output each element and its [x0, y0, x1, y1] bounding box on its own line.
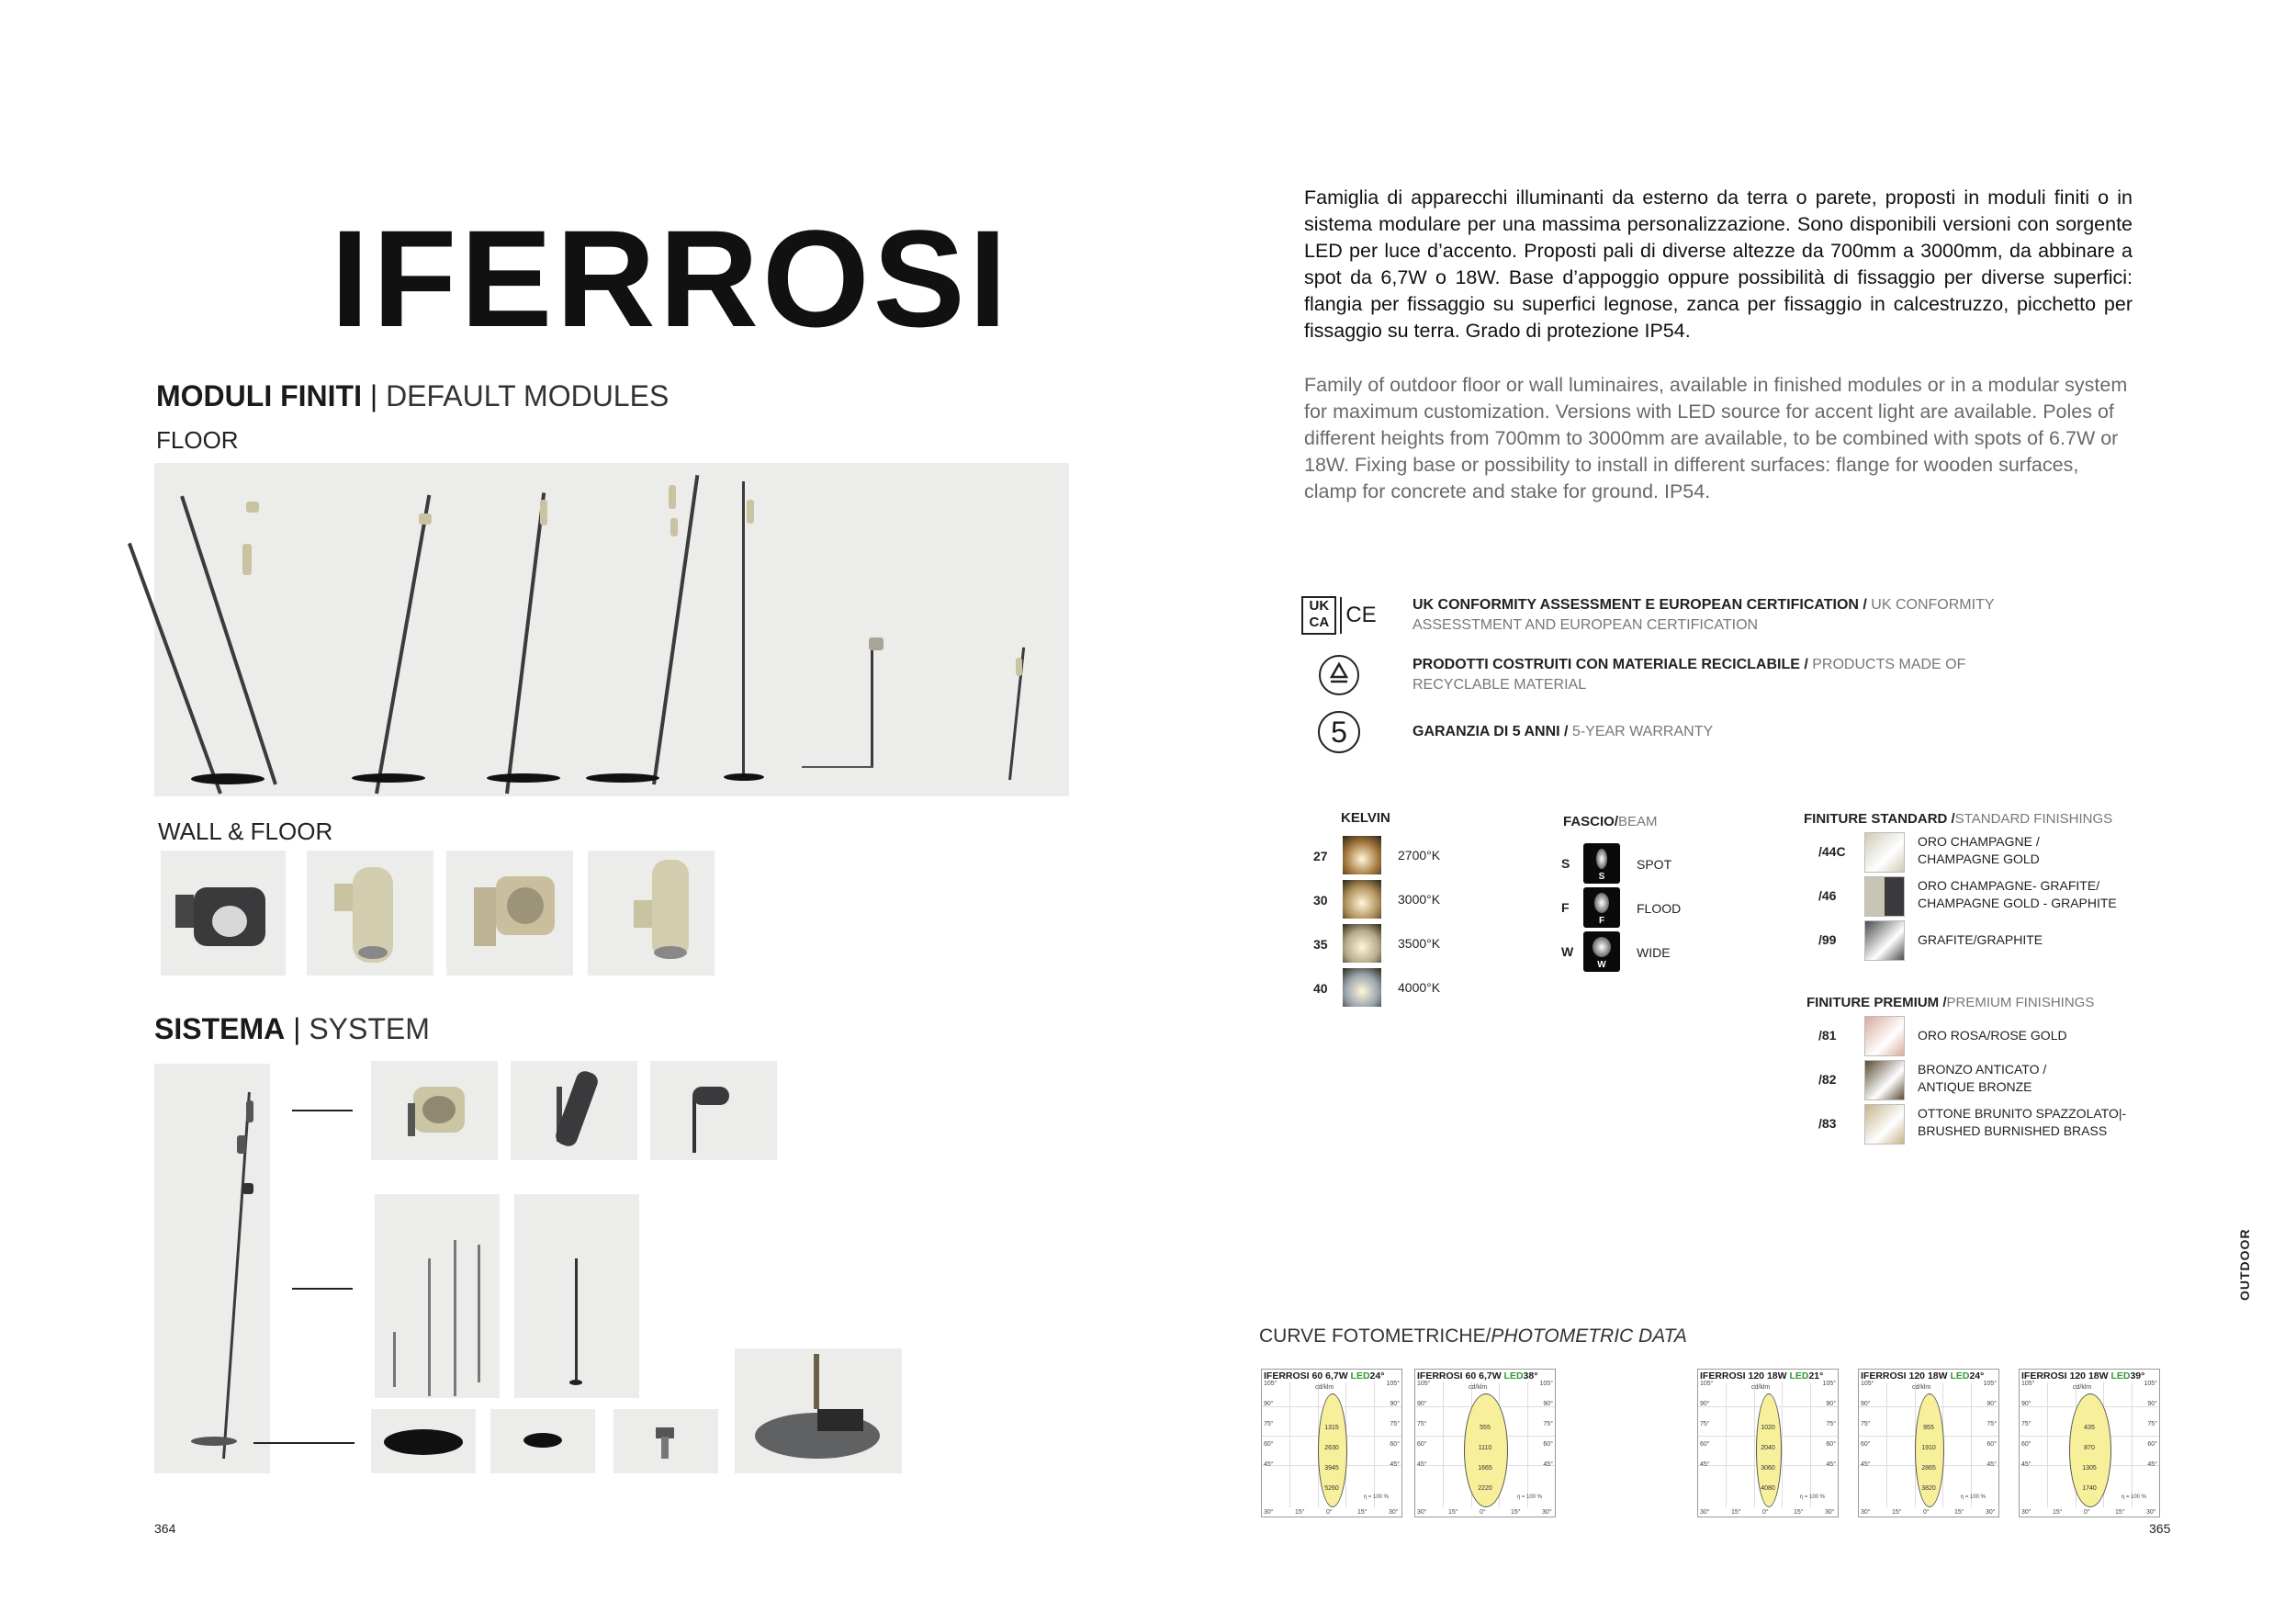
chart-angle-right: 45° [1390, 1461, 1400, 1468]
chart-angle-left: 90° [2021, 1401, 2032, 1407]
chart-degree: 21° [1808, 1370, 1824, 1382]
system-bold: SISTEMA [154, 1012, 286, 1045]
chart-angle-right: 90° [1390, 1401, 1400, 1407]
finish-code: /46 [1818, 888, 1837, 903]
finish-code: /82 [1818, 1072, 1837, 1087]
chart-angle-right: 75° [1390, 1421, 1400, 1427]
kelvin-label: 3500°K [1398, 936, 1441, 951]
kelvin-code: 27 [1313, 849, 1328, 863]
default-modules-bold: MODULI FINITI [156, 379, 362, 412]
base-detail-thumb [735, 1348, 902, 1473]
ukca-ce-icon [1300, 596, 1378, 635]
chart-degree: 38° [1523, 1370, 1538, 1382]
chart-gridline [1374, 1382, 1375, 1507]
beam-label: FLOOD [1637, 901, 1682, 916]
chart-angle-left: 75° [1861, 1421, 1871, 1427]
flange-base-thumb [371, 1409, 476, 1473]
kelvin-swatch [1343, 968, 1381, 1007]
spot-head [669, 485, 676, 509]
default-modules-light: DEFAULT MODULES [386, 379, 670, 412]
spot-head [246, 502, 259, 513]
chart-led: LED [1950, 1370, 1970, 1382]
chart-gridline [1527, 1382, 1528, 1507]
chart-unit: cd/klm [1751, 1384, 1771, 1391]
chart-name: IFERROSI 60 6,7W [1264, 1370, 1351, 1382]
chart-angle-right: 60° [1543, 1441, 1553, 1448]
chart-angle-left: 105° [1861, 1381, 1874, 1387]
chart-value: 4080 [1761, 1485, 1775, 1492]
chart-unit: cd/klm [1315, 1384, 1334, 1391]
chart-angle-left: 105° [1264, 1381, 1277, 1387]
lamp-pole [375, 495, 431, 795]
chart-angle-bottom: 15° [1954, 1509, 1964, 1516]
lamp-pole [742, 481, 745, 780]
cert-ukca-light: UK CONFORMITY ASSESSTMENT AND EUROPEAN CERTIFICATION [1412, 597, 1995, 633]
lamp-base [191, 1437, 237, 1446]
chart-angle-left: 60° [1417, 1441, 1427, 1448]
chart-angle-left: 105° [1700, 1381, 1714, 1387]
kelvin-swatch [1343, 924, 1381, 963]
chart-angle-left: 60° [1700, 1441, 1710, 1448]
chart-angle-bottom: 30° [1389, 1509, 1399, 1516]
chart-angle-left: 75° [2021, 1421, 2032, 1427]
chart-angle-bottom: 0° [1923, 1509, 1930, 1516]
finish-label [1918, 877, 2138, 912]
chart-angle-bottom: 30° [1861, 1509, 1871, 1516]
spot-head [1016, 658, 1022, 676]
finish-swatch [1864, 1104, 1905, 1145]
chart-angle-right: 105° [1539, 1381, 1553, 1387]
chart-angle-bottom: 30° [2021, 1509, 2032, 1516]
chart-title [1417, 1370, 1537, 1382]
spot-head [670, 518, 678, 536]
chart-angle-right: 45° [1986, 1461, 1997, 1468]
cert-recyclable-bold: PRODOTTI COSTRUITI CON MATERIALE RECICLABILE / [1412, 657, 1808, 672]
chart-angle-left: 105° [2021, 1381, 2035, 1387]
photometric-chart [1697, 1369, 1839, 1517]
chart-led: LED [1789, 1370, 1809, 1382]
stake-thumb [613, 1409, 718, 1473]
photometric-title: CURVE FOTOMETRICHE/PHOTOMETRIC DATA [1259, 1325, 1687, 1347]
chart-angle-bottom: 30° [1825, 1509, 1835, 1516]
chart-name: IFERROSI 60 6,7W [1417, 1370, 1504, 1382]
chart-angle-bottom: 15° [1794, 1509, 1804, 1516]
chart-angle-left: 90° [1861, 1401, 1871, 1407]
chart-angle-left: 75° [1417, 1421, 1427, 1427]
lamp-base [191, 773, 264, 784]
system-head-thumb [650, 1061, 777, 1160]
lamp-pole [505, 492, 546, 794]
ukca-bottom: CA [1309, 615, 1330, 630]
finish-line1: BRONZO ANTICATO / [1918, 1062, 2047, 1077]
chart-angle-left: 105° [1417, 1381, 1431, 1387]
finish-line1: ORO ROSA/ROSE GOLD [1918, 1028, 2067, 1043]
chart-angle-bottom: 15° [1448, 1509, 1458, 1516]
kelvin-label: 3000°K [1398, 892, 1441, 907]
chart-angle-right: 75° [2147, 1421, 2157, 1427]
spot-head [246, 1100, 253, 1122]
standard-finishes-header: FINITURE STANDARD /STANDARD FINISHINGS [1804, 811, 2113, 827]
chart-angle-bottom: 0° [1762, 1509, 1769, 1516]
lamp-pole [180, 496, 277, 785]
cert-warranty-light: 5-YEAR WARRANTY [1568, 724, 1714, 739]
system-assembled-photo [154, 1064, 270, 1473]
system-head-thumb [511, 1061, 637, 1160]
finish-label [1918, 1027, 2138, 1044]
kelvin-code: 30 [1313, 893, 1328, 908]
system-sep: | [293, 1012, 301, 1045]
chart-angle-right: 105° [1822, 1381, 1836, 1387]
floor-label: FLOOR [156, 426, 239, 454]
chart-angle-bottom: 15° [1892, 1509, 1902, 1516]
chart-value: 5260 [1324, 1485, 1339, 1492]
chart-unit: cd/klm [1469, 1384, 1488, 1391]
beam-code: F [1561, 900, 1570, 915]
chart-name: IFERROSI 120 18W [1700, 1370, 1790, 1382]
page-number-right: 365 [2149, 1521, 2171, 1536]
wall-spot-thumb [161, 851, 286, 976]
chart-degree: 39° [2130, 1370, 2145, 1382]
chart-degree: 24° [1969, 1370, 1985, 1382]
beam-cone [1594, 893, 1609, 913]
chart-angle-left: 60° [2021, 1441, 2032, 1448]
wall-spot-thumb [307, 851, 433, 976]
cert-recyclable-light: PRODUCTS MADE OF RECYCLABLE MATERIAL [1412, 657, 1966, 693]
description-english: Family of outdoor floor or wall luminaires, available in finished modules or in a modular system for maximum customization. Versions with LED source for accent light are available. Poles of different heights from 700mm to 3000mm are available, to be combined with spots of 6.7W or 18W. Fixing base or possibility to install in different surfaces: flange for wooden surfaces, clamp for concrete and stake for ground. IP54. [1304, 374, 2128, 502]
finish-line2: ANTIQUE BRONZE [1918, 1079, 2032, 1094]
chart-title [2021, 1370, 2144, 1382]
chart-angle-right: 45° [1826, 1461, 1836, 1468]
finish-label [1918, 931, 2138, 949]
spot-head [540, 500, 547, 525]
photometric-chart [2019, 1369, 2160, 1517]
recycle-icon [1300, 654, 1378, 696]
chart-angle-right: 75° [1986, 1421, 1997, 1427]
finish-swatch [1864, 832, 1905, 873]
chart-angle-bottom: 15° [2115, 1509, 2125, 1516]
system-heading [154, 1014, 430, 1043]
chart-angle-bottom: 30° [2146, 1509, 2156, 1516]
cert-recyclable [1300, 654, 2054, 696]
lamp-base [724, 773, 764, 781]
chart-angle-right: 75° [1826, 1421, 1836, 1427]
finish-swatch [1864, 876, 1905, 917]
chart-value: 2630 [1324, 1445, 1339, 1451]
finish-line1: ORO CHAMPAGNE- GRAFITE/ [1918, 878, 2100, 893]
kelvin-code: 35 [1313, 937, 1328, 952]
chart-angle-bottom: 0° [1480, 1509, 1486, 1516]
beam-label: WIDE [1637, 945, 1671, 960]
chart-unit: cd/klm [1912, 1384, 1931, 1391]
chart-value: 1740 [2082, 1485, 2097, 1492]
photometric-chart [1858, 1369, 1999, 1517]
chart-name: IFERROSI 120 18W [2021, 1370, 2111, 1382]
chart-angle-left: 90° [1700, 1401, 1710, 1407]
photometric-chart [1261, 1369, 1402, 1517]
chart-angle-left: 60° [1264, 1441, 1274, 1448]
chart-angle-right: 75° [1543, 1421, 1553, 1427]
lamp-pole [871, 637, 873, 766]
chart-value: 1110 [1478, 1445, 1492, 1451]
chart-led: LED [1503, 1370, 1524, 1382]
chart-gridline [1726, 1382, 1727, 1507]
chart-value: 1305 [2082, 1465, 2097, 1472]
kelvin-label: 2700°K [1398, 848, 1441, 863]
system-poles-thumb [375, 1194, 500, 1398]
system-light: SYSTEM [309, 1012, 430, 1045]
chart-angle-left: 45° [1700, 1461, 1710, 1468]
finish-code: /99 [1818, 932, 1837, 947]
finish-line2: CHAMPAGNE GOLD [1918, 851, 2040, 866]
chart-value: 2220 [1478, 1485, 1492, 1492]
beam-icon [1583, 843, 1620, 884]
chart-eta: η = 100 % [1960, 1494, 1986, 1500]
small-base-thumb [490, 1409, 595, 1473]
chart-eta: η = 100 % [1799, 1494, 1825, 1500]
description-italian: Famiglia di apparecchi illuminanti da esterno da terra o parete, proposti in moduli finiti o in sistema modulare per una massima personalizzazione. Sono disponibili versioni con sorgente LED per luce d’accento. Proposti pali di diverse altezze da 700mm a 3000mm, da abbinare a spot da 6,7W o 18W. Base d’appoggio oppure possibilità di fissaggio per diverse superfici: flangia per fissaggio su superfici legnose, zanca per fissaggio in calcestruzzo, picchetto per fissaggio su terra. Grado di protezione IP54. [1304, 186, 2133, 342]
outdoor-side-tab: OUTDOOR [2237, 1228, 2252, 1301]
system-head-thumb [371, 1061, 498, 1160]
photometric-chart [1414, 1369, 1556, 1517]
chart-angle-right: 60° [1986, 1441, 1997, 1448]
finish-code: /44C [1818, 844, 1846, 859]
finish-line1: GRAFITE/GRAPHITE [1918, 932, 2043, 947]
chart-gridline [1810, 1382, 1811, 1507]
page-number-left: 364 [154, 1521, 176, 1536]
beam-cone [1596, 849, 1607, 869]
chart-angle-left: 90° [1264, 1401, 1274, 1407]
kelvin-swatch [1343, 836, 1381, 874]
chart-title [1264, 1370, 1384, 1382]
chart-angle-left: 45° [1417, 1461, 1427, 1468]
connector-line [253, 1442, 355, 1444]
chart-angle-left: 45° [1264, 1461, 1274, 1468]
chart-gridline [2132, 1382, 2133, 1507]
lamp-base [352, 773, 425, 783]
chart-gridline [2047, 1382, 2048, 1507]
chart-angle-right: 105° [1983, 1381, 1997, 1387]
beam-header: FASCIO/BEAM [1563, 814, 1658, 829]
chart-angle-bottom: 15° [1295, 1509, 1305, 1516]
chart-angle-bottom: 15° [2053, 1509, 2063, 1516]
chart-angle-right: 90° [2147, 1401, 2157, 1407]
kelvin-label: 4000°K [1398, 980, 1441, 995]
finish-swatch [1864, 920, 1905, 961]
chart-gridline [1886, 1382, 1887, 1507]
spot-head [747, 500, 754, 524]
chart-gridline [1443, 1382, 1444, 1507]
spot-head [242, 544, 252, 575]
wall-floor-label: WALL & FLOOR [158, 818, 333, 845]
kelvin-swatch [1343, 880, 1381, 919]
cert-warranty [1300, 711, 2054, 753]
chart-value: 2040 [1761, 1445, 1775, 1451]
chart-name: IFERROSI 120 18W [1861, 1370, 1951, 1382]
spot-head [419, 513, 432, 524]
chart-value: 1315 [1324, 1425, 1339, 1431]
spot-head [869, 637, 884, 650]
chart-angle-right: 60° [1826, 1441, 1836, 1448]
cert-warranty-bold: GARANZIA DI 5 ANNI / [1412, 724, 1569, 739]
chart-value: 435 [2084, 1425, 2095, 1431]
system-pole-thumb [514, 1194, 639, 1398]
finish-line2: BRUSHED BURNISHED BRASS [1918, 1123, 2108, 1138]
chart-value: 3820 [1921, 1485, 1936, 1492]
beam-code: S [1561, 856, 1570, 871]
beam-code: W [1561, 944, 1574, 959]
chart-angle-right: 45° [1543, 1461, 1553, 1468]
chart-gridline [1289, 1382, 1290, 1507]
beam-glyph: S [1598, 872, 1605, 882]
chart-value: 3060 [1761, 1465, 1775, 1472]
chart-angle-right: 105° [2144, 1381, 2157, 1387]
chart-angle-bottom: 0° [1326, 1509, 1333, 1516]
chart-eta: η = 100 % [2121, 1494, 2146, 1500]
chart-angle-bottom: 30° [1542, 1509, 1552, 1516]
chart-value: 870 [2084, 1445, 2095, 1451]
chart-value: 1665 [1478, 1465, 1492, 1472]
chart-angle-right: 60° [1390, 1441, 1400, 1448]
lamp-base [586, 773, 659, 783]
finish-line1: OTTONE BRUNITO SPAZZOLATO|- [1918, 1106, 2127, 1121]
spot-head [242, 1183, 253, 1194]
beam-icon [1583, 931, 1620, 972]
chart-angle-left: 90° [1417, 1401, 1427, 1407]
finish-line1: ORO CHAMPAGNE / [1918, 834, 2040, 849]
beam-label: SPOT [1637, 857, 1672, 872]
finish-label [1918, 1105, 2138, 1140]
chart-value: 2865 [1921, 1465, 1936, 1472]
chart-angle-bottom: 30° [1417, 1509, 1427, 1516]
cert-ukca-bold: UK CONFORMITY ASSESSMENT E EUROPEAN CERTIFICATION / [1412, 597, 1867, 613]
chart-angle-bottom: 30° [1264, 1509, 1274, 1516]
chart-value: 3945 [1324, 1465, 1339, 1472]
chart-angle-bottom: 30° [1986, 1509, 1996, 1516]
premium-finishes-header: FINITURE PREMIUM /PREMIUM FINISHINGS [1806, 995, 2095, 1010]
chart-angle-right: 105° [1386, 1381, 1400, 1387]
chart-led: LED [2110, 1370, 2131, 1382]
chart-angle-left: 60° [1861, 1441, 1871, 1448]
product-title: IFERROSI [331, 201, 1011, 355]
chart-angle-bottom: 15° [1731, 1509, 1741, 1516]
chart-angle-right: 90° [1543, 1401, 1553, 1407]
finish-code: /83 [1818, 1116, 1837, 1131]
chart-angle-left: 45° [2021, 1461, 2032, 1468]
chart-value: 1020 [1761, 1425, 1775, 1431]
floor-lamps-photo [154, 463, 1069, 796]
chart-unit: cd/klm [2073, 1384, 2092, 1391]
chart-angle-bottom: 15° [1511, 1509, 1521, 1516]
ukca-top: UK [1309, 598, 1330, 614]
finish-label [1918, 833, 2138, 868]
beam-icon [1583, 887, 1620, 928]
chart-angle-right: 90° [1826, 1401, 1836, 1407]
chart-value: 955 [1923, 1425, 1934, 1431]
beam-cone [1593, 937, 1611, 957]
warranty-5-icon: 5 [1300, 711, 1378, 753]
beam-glyph: F [1598, 916, 1605, 926]
chart-title [1861, 1370, 1984, 1382]
ce-mark: CE [1345, 603, 1377, 627]
chart-angle-left: 45° [1861, 1461, 1871, 1468]
chart-angle-right: 45° [2147, 1461, 2157, 1468]
cable [802, 766, 873, 768]
finish-code: /81 [1818, 1028, 1837, 1043]
cert-ukca-ce [1300, 595, 2054, 636]
beam-glyph: W [1597, 960, 1606, 970]
chart-angle-left: 75° [1700, 1421, 1710, 1427]
chart-gridline [1971, 1382, 1972, 1507]
connector-line [292, 1110, 353, 1111]
chart-value: 1910 [1921, 1445, 1936, 1451]
chart-angle-right: 60° [2147, 1441, 2157, 1448]
chart-led: LED [1350, 1370, 1370, 1382]
wall-spot-thumb [588, 851, 715, 976]
wall-spot-thumb [446, 851, 573, 976]
chart-value: 555 [1480, 1425, 1491, 1431]
chart-angle-bottom: 15° [1357, 1509, 1367, 1516]
chart-title [1700, 1370, 1823, 1382]
kelvin-header: KELVIN [1341, 810, 1390, 826]
chart-angle-right: 90° [1986, 1401, 1997, 1407]
default-modules-sep: | [369, 379, 378, 412]
chart-angle-bottom: 30° [1700, 1509, 1710, 1516]
chart-eta: η = 100 % [1516, 1494, 1542, 1500]
finish-swatch [1864, 1016, 1905, 1056]
lamp-base [487, 773, 560, 783]
default-modules-heading [156, 381, 669, 411]
chart-angle-left: 75° [1264, 1421, 1274, 1427]
finish-swatch [1864, 1060, 1905, 1100]
kelvin-code: 40 [1313, 981, 1328, 996]
connector-line [292, 1288, 353, 1290]
chart-angle-bottom: 0° [2084, 1509, 2090, 1516]
finish-line2: CHAMPAGNE GOLD - GRAPHITE [1918, 896, 2117, 910]
chart-degree: 24° [1369, 1370, 1385, 1382]
spot-head [237, 1135, 246, 1154]
chart-eta: η = 100 % [1363, 1494, 1389, 1500]
finish-label [1918, 1061, 2138, 1096]
